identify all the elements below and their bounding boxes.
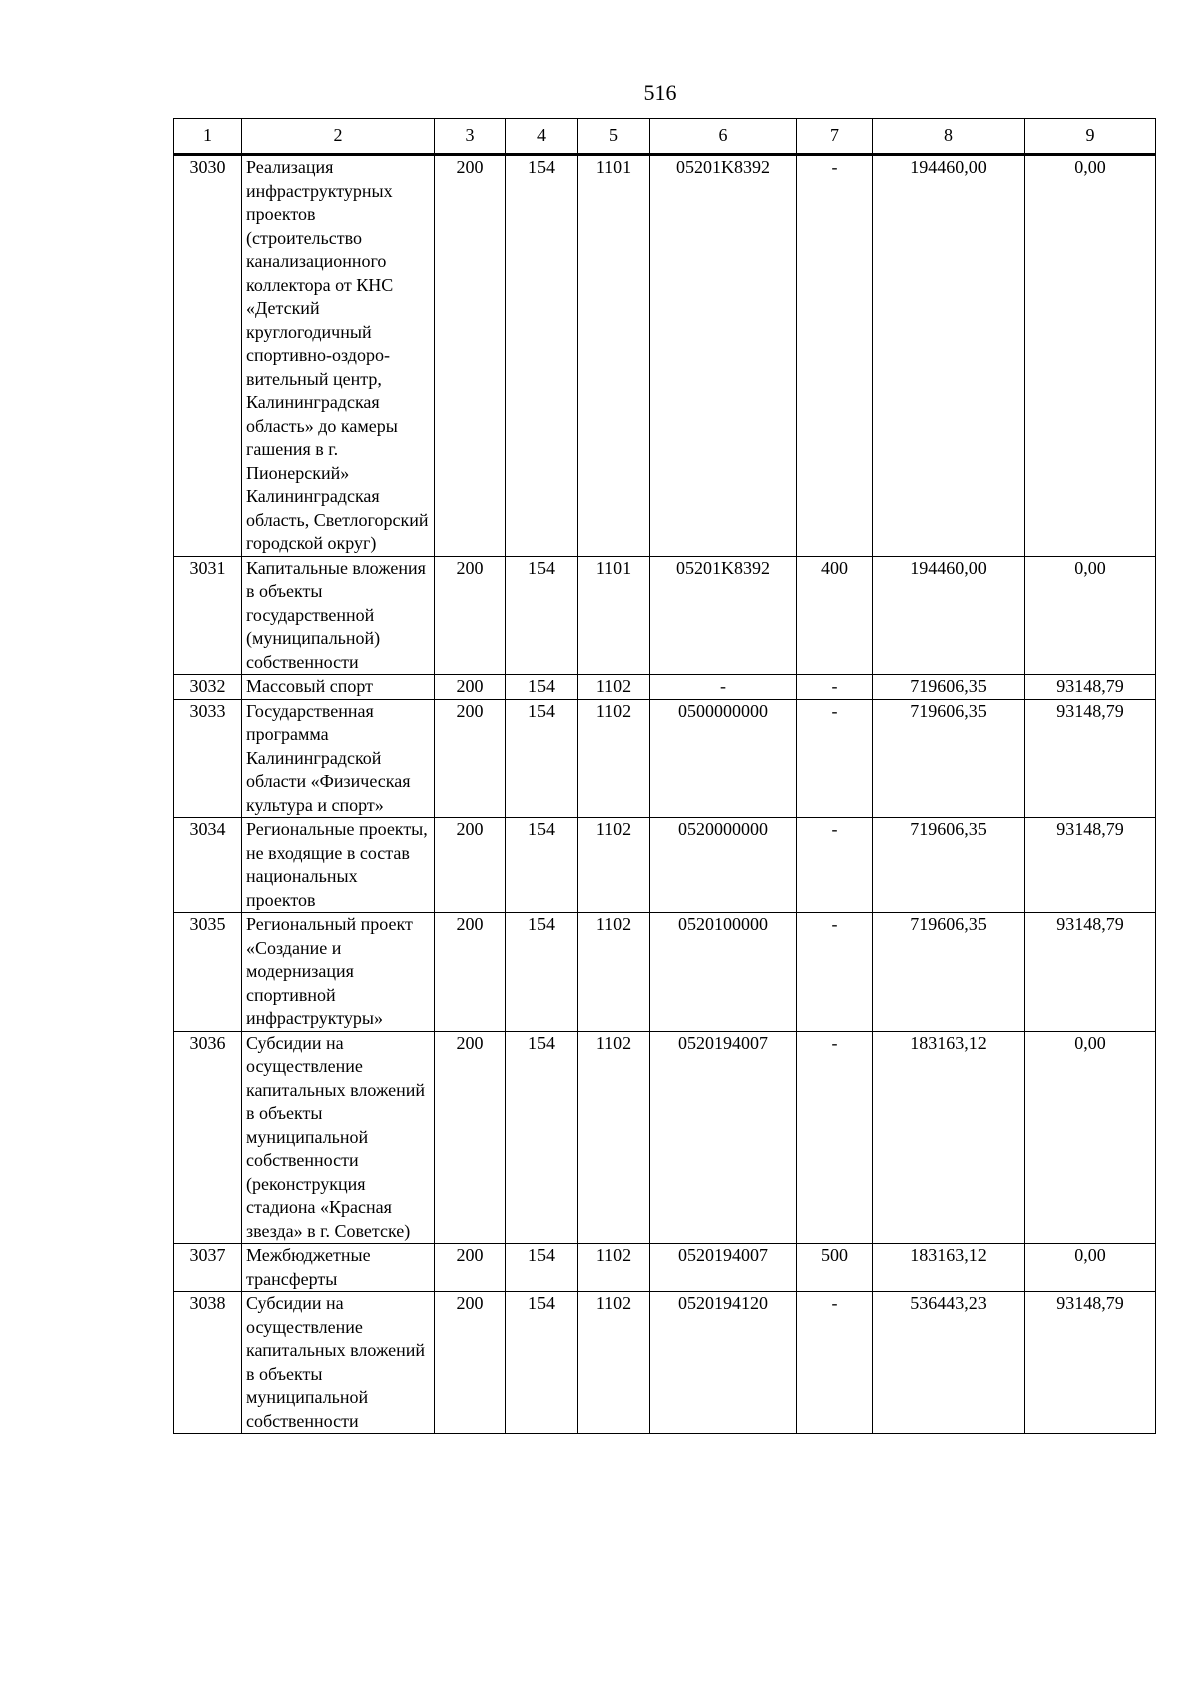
- cell-col5: 1101: [578, 155, 650, 557]
- cell-col9: 93148,79: [1025, 818, 1156, 913]
- table-row: [174, 556, 1156, 675]
- cell-col8: 194460,00: [873, 155, 1025, 557]
- cell-col9: 0,00: [1025, 155, 1156, 557]
- cell-col8: 719606,35: [873, 675, 1025, 700]
- cell-col8: 183163,12: [873, 1031, 1025, 1244]
- column-header: 1: [174, 119, 242, 155]
- cell-col7: -: [797, 675, 873, 700]
- row-number: 3031: [174, 556, 242, 675]
- header-row: [174, 119, 1156, 155]
- cell-col7: -: [797, 155, 873, 557]
- cell-col7: -: [797, 1292, 873, 1434]
- row-name: Межбюджетные трансферты: [242, 1244, 435, 1292]
- table-row: [174, 1031, 1156, 1244]
- cell-col4: 154: [506, 155, 578, 557]
- budget-table: [173, 118, 1156, 1434]
- row-number: 3038: [174, 1292, 242, 1434]
- cell-col4: 154: [506, 1244, 578, 1292]
- cell-col4: 154: [506, 556, 578, 675]
- column-header: 2: [242, 119, 435, 155]
- row-name: Субсидии на осуществление капитальных вложений в объекты муниципальной собственности (реконструкция стадиона «Красная звезда» в г. Советске): [242, 1031, 435, 1244]
- cell-col7: 500: [797, 1244, 873, 1292]
- cell-col8: 719606,35: [873, 699, 1025, 818]
- column-header: 8: [873, 119, 1025, 155]
- row-number: 3033: [174, 699, 242, 818]
- row-number: 3035: [174, 913, 242, 1032]
- cell-col4: 154: [506, 1031, 578, 1244]
- cell-col5: 1102: [578, 1244, 650, 1292]
- table-row: [174, 818, 1156, 913]
- cell-col9: 0,00: [1025, 1244, 1156, 1292]
- cell-col5: 1102: [578, 675, 650, 700]
- row-name: Капитальные вложения в объекты государственной (муниципальной) собственности: [242, 556, 435, 675]
- cell-col8: 719606,35: [873, 818, 1025, 913]
- row-number: 3037: [174, 1244, 242, 1292]
- cell-col6: 0520194120: [650, 1292, 797, 1434]
- cell-col5: 1102: [578, 1031, 650, 1244]
- cell-col7: 400: [797, 556, 873, 675]
- cell-col9: 93148,79: [1025, 675, 1156, 700]
- table-row: [174, 913, 1156, 1032]
- cell-col9: 0,00: [1025, 556, 1156, 675]
- row-name: Реализация инфраструктурных проектов (строительство канализационного коллектора от КНС «Детский круглогодичный спортивно-оздоро-вительный центр, Калининградская область» до камеры гашения в г. Пионерский» Калининградская область, Светлогорский городской округ): [242, 155, 435, 557]
- cell-col4: 154: [506, 913, 578, 1032]
- cell-col6: 0520000000: [650, 818, 797, 913]
- cell-col5: 1102: [578, 699, 650, 818]
- cell-col3: 200: [435, 1292, 506, 1434]
- cell-col6: 0500000000: [650, 699, 797, 818]
- row-number: 3036: [174, 1031, 242, 1244]
- cell-col9: 0,00: [1025, 1031, 1156, 1244]
- cell-col8: 183163,12: [873, 1244, 1025, 1292]
- row-number: 3030: [174, 155, 242, 557]
- cell-col9: 93148,79: [1025, 699, 1156, 818]
- table-row: [174, 699, 1156, 818]
- cell-col4: 154: [506, 699, 578, 818]
- row-name: Региональный проект «Создание и модернизация спортивной инфраструктуры»: [242, 913, 435, 1032]
- cell-col7: -: [797, 699, 873, 818]
- cell-col9: 93148,79: [1025, 1292, 1156, 1434]
- cell-col6: 05201K8392: [650, 556, 797, 675]
- cell-col4: 154: [506, 1292, 578, 1434]
- column-header: 3: [435, 119, 506, 155]
- cell-col8: 536443,23: [873, 1292, 1025, 1434]
- cell-col6: 0520100000: [650, 913, 797, 1032]
- cell-col3: 200: [435, 1244, 506, 1292]
- column-header: 5: [578, 119, 650, 155]
- row-name: Государственная программа Калининградской области «Физическая культура и спорт»: [242, 699, 435, 818]
- cell-col3: 200: [435, 818, 506, 913]
- column-header: 7: [797, 119, 873, 155]
- row-name: Субсидии на осуществление капитальных вложений в объекты муниципальной собственности: [242, 1292, 435, 1434]
- cell-col6: 05201K8392: [650, 155, 797, 557]
- cell-col3: 200: [435, 675, 506, 700]
- cell-col5: 1102: [578, 1292, 650, 1434]
- column-header: 4: [506, 119, 578, 155]
- cell-col4: 154: [506, 675, 578, 700]
- table-row: [174, 1292, 1156, 1434]
- cell-col3: 200: [435, 913, 506, 1032]
- cell-col8: 194460,00: [873, 556, 1025, 675]
- table-row: [174, 1244, 1156, 1292]
- cell-col3: 200: [435, 556, 506, 675]
- cell-col3: 200: [435, 699, 506, 818]
- row-number: 3034: [174, 818, 242, 913]
- table-row: [174, 155, 1156, 557]
- cell-col8: 719606,35: [873, 913, 1025, 1032]
- page-number: 516: [643, 80, 677, 105]
- row-number: 3032: [174, 675, 242, 700]
- cell-col6: 0520194007: [650, 1244, 797, 1292]
- cell-col5: 1102: [578, 913, 650, 1032]
- cell-col7: -: [797, 913, 873, 1032]
- cell-col5: 1101: [578, 556, 650, 675]
- cell-col7: -: [797, 1031, 873, 1244]
- cell-col9: 93148,79: [1025, 913, 1156, 1032]
- column-header: 9: [1025, 119, 1156, 155]
- cell-col6: 0520194007: [650, 1031, 797, 1244]
- cell-col7: -: [797, 818, 873, 913]
- cell-col6: -: [650, 675, 797, 700]
- cell-col3: 200: [435, 1031, 506, 1244]
- row-name: Региональные проекты, не входящие в состав национальных проектов: [242, 818, 435, 913]
- row-name: Массовый спорт: [242, 675, 435, 700]
- column-header: 6: [650, 119, 797, 155]
- cell-col4: 154: [506, 818, 578, 913]
- cell-col5: 1102: [578, 818, 650, 913]
- table-row: [174, 675, 1156, 700]
- cell-col3: 200: [435, 155, 506, 557]
